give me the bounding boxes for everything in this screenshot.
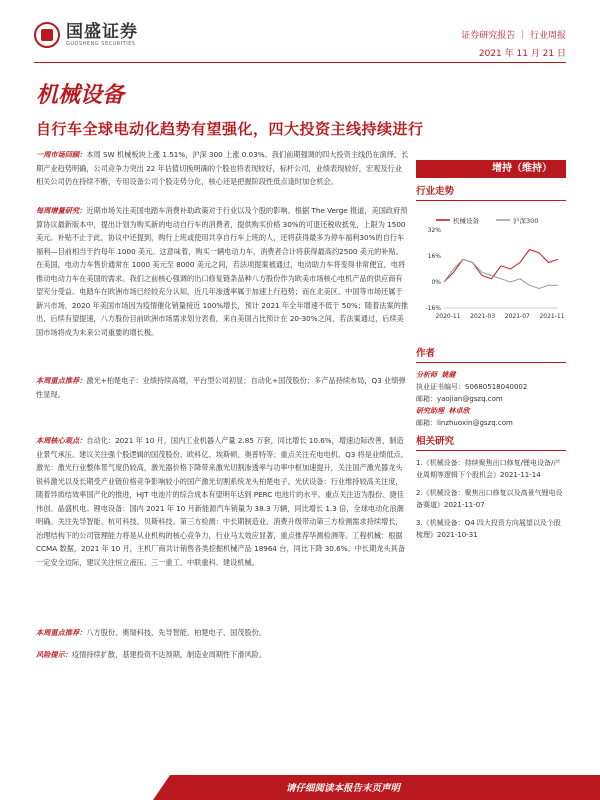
trend-divider [416,200,566,201]
authors-title: 作者 [416,348,436,359]
section-label: 本周重点推荐： [36,376,87,385]
analyst1-name: 姚健 [441,371,456,379]
analyst1-role: 分析师 [416,371,437,379]
y-tick-label: 0% [431,279,441,286]
related-divider [416,450,566,451]
section-text: 激光+柏楚电子：业绩持续高增，平台型公司初显；自动化+国茂股份；多产品持续布局，Q3 业绩弹性显现。 [36,376,406,399]
related-item[interactable]: 2.《机械设备：聚焦出口修复以及高景气锂电设备赛道》2021-11-07 [416,489,563,509]
report-headline: 自行车全球电动化趋势有望强化，四大投资主线持续进行 [36,120,424,138]
analyst1-cert: 执业证书编号：S0680518040002 [416,383,528,391]
section-label: 风险提示： [36,650,72,659]
trend-chart [416,208,566,328]
x-tick-label: 2020-11 [435,313,461,320]
section-weekly-research [36,204,409,339]
section-label: 本周核心观点： [36,436,87,445]
legend-b-label: 沪深300 [513,217,539,225]
rating-badge: 增持（维持） [416,160,566,178]
series-line-machinery [444,250,558,283]
section-label: 一周市场回顾： [36,150,87,159]
section-text: 八方股份、奥瑞科技、先导智能、柏楚电子、国茂股份。 [86,628,267,637]
series-line-csi300 [444,259,558,288]
header-divider [34,62,566,63]
report-date: 2021 年 11 月 21 日 [478,49,566,59]
sector-title: 机械设备 [36,83,125,108]
trend-chart-svg [416,208,566,328]
related-item[interactable]: 1.《机械设备：持续聚焦出口修复/锂电设备/产业周期等逻辑下个股机会》2021-11-14 [416,459,561,479]
section-text: 疫情持续扩散，基建投资不达预期，制造业周期性下滑风险。 [71,650,267,659]
section-text: 自动化：2021 年 10 月，国内工业机器人产量 2.85 万套，同比增长 10.6%，增速边际改善，制造业景气承压。建议关注强个股逻辑的国茂股份、欧科亿、埃斯顿、奥普特等；重点关注充电电机、Q3 将是业绩低点。激光：激光行业整体景气度仍较高，激光器价格下降带来激光切割渗透率与功率中枢加速提升，关注国产激光器龙头锐科激光以及长期受产业链价格竞争影响较小的国产激光切割系统龙头柏楚电子。光伏设备：行业维持较高关注度，随着异质结效率国产化的推进，HJT 电池片的综合成本有望明年达到 PERC 电池片的水平。重点关注迈为股份、捷佳伟创、晶盛机电。锂电设备：国内 2021 年 10 月新能源汽车销量为 38.3 万辆，同比增长 1.3 倍，全球电动化浪潮明确。关注先导智能、杭可科技、贝斯科技。第三方检测：中长期制造业、消费升级带动第三方检测需求持续增长，治理结构下的公司管理能力将是从业机构的核心竞争力，行业马太效应显著，重点推荐华测检测等。工程机械：根据 CCMA 数据，2021 年 10 月，主机厂商共计销售各类挖掘机械产品 18964 台，同比下降 30.6%。中长期龙头具备一定安全边际，建议关注恒立液压、三一重工、中联重科、建设机械。 [36,436,408,567]
x-tick-label: 2021-03 [470,313,496,320]
section-core-views [36,434,409,569]
footer-disclaimer: 请仔细阅读本报告末页声明 [285,783,400,794]
y-tick-label: 32% [427,227,441,234]
section-market-review [36,148,409,189]
section-recommend-2 [36,626,409,640]
section-label: 本周重点推荐： [36,628,87,637]
y-tick-label: 16% [427,253,441,260]
analyst2-role: 研究助理 [416,407,444,415]
report-type: 证券研究报告 ｜ 行业周报 [461,31,566,41]
logo-icon [34,22,60,48]
logo-name: 国盛证券 [66,22,138,42]
analyst2-email[interactable]: 邮箱：linzhuoxin@gszq.com [416,419,513,427]
logo-english-name: GUOSHENG SECURITIES [66,41,136,47]
section-text: 近期市场关注美国电踏车消费补助政策对于行业以及个股的影响。根据 The Verge 报道，美国政府预算协议最新版本中，提出计划为购买新的电动自行车的消费者，提供购买价格 30%的可退还税收抵免，上限为 1500 美元。补贴不止于此，协议中还提到，购行上班或使用共享自行车上班的人，还将获得最多为停车福利30%的自行车福利—目前相当于约每年 1000 美元。这意味着，购买一辆电动力车，消费者合计将获得最高约2500 美元的补贴。在美国，电动力车售价通常在 1000 美元至 8000 美元之间，若法项提案被通过，电动助力车将变得非常便宜，电将推动电动力车在美国的需求。我们之前核心强调的出口修复链条品种八方股份作为欧美市场核心电机产品的供应商有望充分受益。电踏车在欧洲市场已经较充分认知，近几年渗透率属于加速上行趋势；而在北美区、中国等市场还属于新兴市场，2020 年美国市场因为疫情催化销量接近 100%增长，预计 2021 年全年增速不低于 50%；随着法案的推出，后续有望提速，八方股份目前欧洲市场需求划分表看，来自美国占比预计在 20-30%之间，若法案通过，后续美国市场将成为未来公司重要的增长极。 [36,206,409,337]
authors-divider [416,362,566,363]
related-item[interactable]: 3.《机械设备：Q4 四大投资方向展望以及个股梳理》2021-10-31 [416,519,561,539]
legend-a-label: 机械设备 [453,217,479,225]
section-risk [36,648,409,662]
trend-title: 行业走势 [416,186,455,197]
company-logo [34,22,138,48]
x-tick-label: 2021-11 [539,313,565,320]
y-tick-label: -16% [425,305,441,312]
section-text: 本周 SW 机械板块上涨 1.51%，沪深 300 上涨 0.03%。我们前期强调的四大投资主线仍在演绎，长期产业趋势明确，公司竞争力突出 22 年估值切换明确的个股也将表现较好，标杆公司，业绩表现较好，宏观及行业相关公司仍在持续不断，专用设备公司个股走势分化，核心还是把握阶段性低点逢时加仓机会。 [36,150,409,186]
related-title: 相关研究 [416,436,455,447]
x-tick-label: 2021-07 [504,313,530,320]
section-recommend-1 [36,374,409,401]
section-label: 每周增量研究： [36,206,87,215]
analyst1-email[interactable]: 邮箱：yaojian@gszq.com [416,395,503,403]
footer-decoration [0,775,170,800]
analyst2-name: 林卓欣 [448,407,470,415]
